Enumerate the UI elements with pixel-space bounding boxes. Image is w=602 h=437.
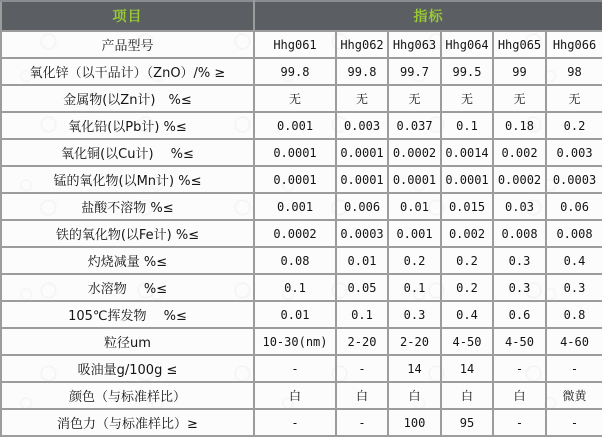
value-cell: 0.01 <box>336 247 388 274</box>
value-cell: 0.08 <box>254 247 336 274</box>
value-cell: 0.001 <box>254 112 336 139</box>
value-cell: 4-50 <box>493 328 546 355</box>
value-cell: Hhg065 <box>493 31 546 58</box>
value-cell: 100 <box>388 409 441 436</box>
value-cell: 0.3 <box>493 274 546 301</box>
value-cell: 0.015 <box>441 193 493 220</box>
value-cell: 0.1 <box>441 112 493 139</box>
value-cell: 0.1 <box>254 274 336 301</box>
table-row-color <box>1 382 602 409</box>
value-cell: 无 <box>546 85 602 112</box>
row-label: 水溶物 %≤ <box>1 274 254 301</box>
value-cell: 0.18 <box>493 112 546 139</box>
header-cell-item: 项目 <box>1 1 254 31</box>
value-cell: Hhg066 <box>546 31 602 58</box>
value-cell: 0.03 <box>493 193 546 220</box>
value-cell: 0.0003 <box>546 166 602 193</box>
value-cell: 0.3 <box>546 274 602 301</box>
value-cell: 2-20 <box>336 328 388 355</box>
row-label: 锰的氧化物(以Mn计) %≤ <box>1 166 254 193</box>
value-cell: 0.0001 <box>388 166 441 193</box>
value-cell: 0.0002 <box>493 166 546 193</box>
value-cell: 0.003 <box>336 112 388 139</box>
value-cell: 0.0003 <box>336 220 388 247</box>
value-cell: 0.4 <box>441 301 493 328</box>
value-cell: 0.0001 <box>441 166 493 193</box>
value-cell: 0.3 <box>493 247 546 274</box>
value-cell: 白 <box>388 382 441 409</box>
value-cell: 0.0001 <box>336 139 388 166</box>
value-cell: 4-60 <box>546 328 602 355</box>
table-row-water-soluble <box>1 274 602 301</box>
value-cell: 98 <box>546 58 602 85</box>
value-cell: Hhg061 <box>254 31 336 58</box>
table-row-copper-oxide <box>1 139 602 166</box>
header-row <box>1 1 602 31</box>
value-cell: 无 <box>493 85 546 112</box>
value-cell: 微黄 <box>546 382 602 409</box>
value-cell: 0.006 <box>336 193 388 220</box>
row-label: 氧化铅(以Pb计) %≤ <box>1 112 254 139</box>
value-cell: 0.01 <box>388 193 441 220</box>
value-cell: - <box>546 409 602 436</box>
value-cell: 0.0001 <box>254 166 336 193</box>
table-row-product-model <box>1 31 602 58</box>
value-cell: 0.2 <box>388 247 441 274</box>
value-cell: 0.001 <box>388 220 441 247</box>
value-cell: 0.2 <box>441 274 493 301</box>
row-label: 105℃挥发物 %≤ <box>1 301 254 328</box>
value-cell: 99 <box>493 58 546 85</box>
value-cell: - <box>254 409 336 436</box>
value-cell: 10-30(nm) <box>254 328 336 355</box>
header-cell-indicator: 指标 <box>254 1 602 31</box>
table-row-iron-oxide <box>1 220 602 247</box>
value-cell: 0.0002 <box>388 139 441 166</box>
value-cell: 0.2 <box>546 112 602 139</box>
value-cell: 无 <box>441 85 493 112</box>
row-label: 铁的氧化物(以Fe计) %≤ <box>1 220 254 247</box>
table-row-ignition-loss <box>1 247 602 274</box>
table-row-hcl-insoluble <box>1 193 602 220</box>
value-cell: 0.6 <box>493 301 546 328</box>
table-row-lead-oxide <box>1 112 602 139</box>
value-cell: 无 <box>336 85 388 112</box>
value-cell: 0.05 <box>336 274 388 301</box>
row-label: 金属物(以Zn计) %≤ <box>1 85 254 112</box>
table-row-oil-absorption <box>1 355 602 382</box>
value-cell: 99.5 <box>441 58 493 85</box>
row-label: 产品型号 <box>1 31 254 58</box>
table-row-manganese-oxide <box>1 166 602 193</box>
value-cell: 白 <box>441 382 493 409</box>
value-cell: 99.8 <box>254 58 336 85</box>
value-cell: 0.001 <box>254 193 336 220</box>
value-cell: - <box>493 409 546 436</box>
value-cell: Hhg063 <box>388 31 441 58</box>
value-cell: - <box>254 355 336 382</box>
value-cell: 0.0001 <box>254 139 336 166</box>
row-label: 氧化锌（以干品计）（ZnO）/% ≥ <box>1 58 254 85</box>
value-cell: 0.002 <box>493 139 546 166</box>
value-cell: - <box>336 355 388 382</box>
value-cell: 14 <box>441 355 493 382</box>
value-cell: 0.8 <box>546 301 602 328</box>
value-cell: 0.2 <box>441 247 493 274</box>
value-cell: 0.0002 <box>254 220 336 247</box>
value-cell: 2-20 <box>388 328 441 355</box>
row-label: 消色力（与标准样比）≥ <box>1 409 254 436</box>
value-cell: 0.1 <box>388 274 441 301</box>
value-cell: 0.06 <box>546 193 602 220</box>
value-cell: - <box>546 355 602 382</box>
value-cell: 0.0001 <box>336 166 388 193</box>
row-label: 颜色（与标准样比） <box>1 382 254 409</box>
table-row-zinc-oxide <box>1 58 602 85</box>
value-cell: 0.008 <box>546 220 602 247</box>
value-cell: 95 <box>441 409 493 436</box>
value-cell: 无 <box>388 85 441 112</box>
value-cell: 0.3 <box>388 301 441 328</box>
value-cell: 99.7 <box>388 58 441 85</box>
value-cell: 0.0014 <box>441 139 493 166</box>
value-cell: 0.002 <box>441 220 493 247</box>
row-label: 吸油量g/100g ≤ <box>1 355 254 382</box>
value-cell: - <box>336 409 388 436</box>
value-cell: 99.8 <box>336 58 388 85</box>
value-cell: 14 <box>388 355 441 382</box>
value-cell: Hhg062 <box>336 31 388 58</box>
value-cell: Hhg064 <box>441 31 493 58</box>
row-label: 氧化铜(以Cu计) %≤ <box>1 139 254 166</box>
value-cell: 0.01 <box>254 301 336 328</box>
value-cell: 0.037 <box>388 112 441 139</box>
row-label: 盐酸不溶物 %≤ <box>1 193 254 220</box>
value-cell: 白 <box>254 382 336 409</box>
value-cell: 白 <box>336 382 388 409</box>
value-cell: 4-50 <box>441 328 493 355</box>
table-row-decoloring-power <box>1 409 602 436</box>
table-row-particle-size <box>1 328 602 355</box>
value-cell: 0.4 <box>546 247 602 274</box>
value-cell: 0.003 <box>546 139 602 166</box>
value-cell: 0.1 <box>336 301 388 328</box>
value-cell: 0.008 <box>493 220 546 247</box>
value-cell: 无 <box>254 85 336 112</box>
value-cell: 白 <box>493 382 546 409</box>
row-label: 粒径um <box>1 328 254 355</box>
value-cell: - <box>493 355 546 382</box>
row-label: 灼烧减量 %≤ <box>1 247 254 274</box>
table-row-volatile-105c <box>1 301 602 328</box>
table-row-metals <box>1 85 602 112</box>
